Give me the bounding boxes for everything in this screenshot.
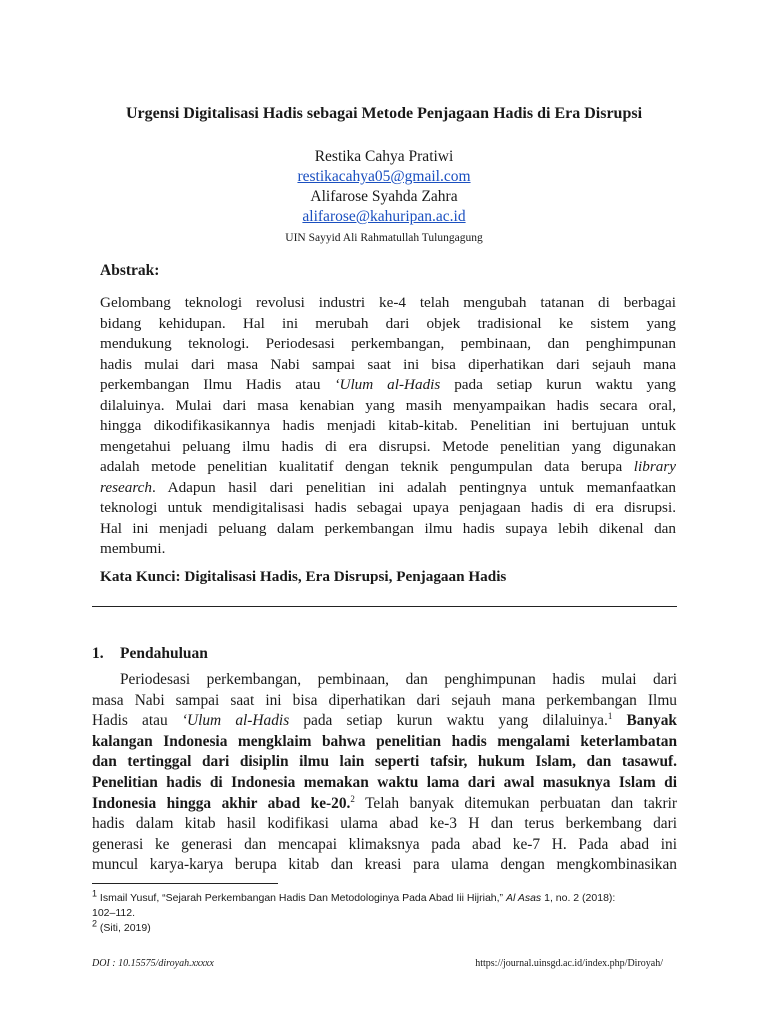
abstract-line: teknologi untuk mendigitalisasi hadis sebagai upaya penjagaan hadis di era disrupsi. (100, 499, 676, 516)
intro-text: pada setiap kurun waktu yang dilaluinya. (289, 712, 608, 730)
footnote-1-continued: 102–112. (92, 907, 136, 919)
section-number: 1. (92, 645, 104, 662)
footnote-1 (92, 888, 677, 906)
intro-bold-text: Banyak (612, 712, 677, 730)
paper-title: Urgensi Digitalisasi Hadis sebagai Metode Penjagaan Hadis di Era Disrupsi (125, 105, 643, 122)
abstract-line: mengetahui peluang ilmu hadis di era disrupsi. Metode penelitian yang digunakan (100, 437, 676, 455)
abstract-italic-term: ‘Ulum al-Hadis (334, 376, 441, 393)
intro-line: masa Nabi sampai saat ini bisa diperhatikan dari sejauh mana perkembangan Ilmu (92, 691, 677, 709)
footnote-journal: Al Asas (505, 892, 542, 904)
abstract-line (100, 375, 676, 396)
footnote-number: 2 (92, 918, 98, 929)
keywords-label: Kata Kunci: (100, 568, 181, 585)
footnote-text: 1, no. 2 (2018): (541, 892, 616, 904)
footnote-divider (92, 883, 278, 884)
abstract-text: pada setiap kurun waktu yang (440, 376, 677, 393)
abstract-line: Gelombang teknologi revolusi industri ke-4 telah mengubah tatanan di berbagai (100, 294, 676, 311)
doi-footer: DOI : 10.15575/diroyah.xxxxx (92, 958, 214, 969)
footnotes (92, 888, 677, 936)
author-email-2-line (0, 208, 768, 226)
abstract-text: adalah metode penelitian kualitatif dengan teknik pengumpulan data berupa (100, 458, 634, 475)
abstract-text: . Adapun hasil dari penelitian ini adalah pentingnya untuk memanfaatkan (152, 478, 676, 496)
footnote-2 (92, 918, 677, 936)
intro-line: hadis dalam kitab hasil kodifikasi ulama abad ke-3 H dan terus berkembang dari (92, 815, 677, 833)
intro-line (92, 794, 677, 815)
introduction-body (92, 670, 677, 876)
section-title: Pendahuluan (120, 645, 208, 662)
footnote-ref-1[interactable]: 1 (607, 711, 613, 722)
abstract-line: Hal ini menjadi peluang dalam perkembangan ilmu hadis supaya lebih dikenal dan (100, 519, 676, 537)
author-email-1[interactable]: restikacahya05@gmail.com (297, 168, 471, 185)
abstract-line: mendukung teknologi. Periodesasi perkembangan, pembinaan, dan penghimpunan (100, 335, 676, 352)
intro-bold-text: Indonesia hingga akhir abad ke-20. (92, 794, 351, 812)
abstract-heading: Abstrak: (100, 262, 160, 279)
abstract-line: dilaluinya. Mulai dari masa kenabian yang masih menyampaikan hadis secara oral, (100, 396, 676, 414)
author-name-2: Alifarose Syahda Zahra (310, 188, 458, 205)
journal-url-footer[interactable]: https://journal.uinsgd.ac.id/index.php/Diroyah/ (475, 958, 663, 969)
abstract-italic-term: library (633, 458, 676, 475)
author-email-2[interactable]: alifarose@kahuripan.ac.id (302, 208, 466, 225)
abstract-line: membumi. (100, 540, 166, 557)
section-heading (92, 645, 208, 663)
intro-line: generasi ke generasi dan mencapai klimaksnya pada abad ke-7 H. Pada abad ini (92, 835, 677, 853)
intro-line: Periodesasi perkembangan, pembinaan, dan penghimpunan hadis mulai dari (120, 671, 677, 688)
intro-line: muncul karya-karya berupa kitab dan kreasi para ulama dengan mengkombinasikan (92, 856, 677, 874)
author-email-1-line (0, 168, 768, 186)
affiliation: UIN Sayyid Ali Rahmatullah Tulungagung (285, 232, 483, 244)
intro-italic-term: ‘Ulum al-Hadis (181, 712, 290, 730)
abstract-line: hingga dikodifikasikannya hadis menjadi kitab-kitab. Penelitian ini bertujuan untuk (100, 417, 676, 434)
abstract-text: perkembangan Ilmu Hadis atau (100, 376, 335, 393)
intro-line (92, 711, 677, 732)
abstract-line (100, 457, 676, 478)
abstract-line: hadis mulai dari masa Nabi sampai saat ini bisa diperhatikan dari sejauh mana (100, 355, 676, 373)
footnote-ref-2[interactable]: 2 (350, 793, 355, 804)
section-divider (92, 606, 677, 607)
intro-text: Hadis atau (92, 712, 182, 730)
author-name-1: Restika Cahya Pratiwi (314, 148, 454, 165)
keywords (100, 568, 506, 586)
intro-line: Penelitian hadis di Indonesia memakan waktu lama dari awal masuknya Islam di (92, 773, 677, 791)
footnote-text: (Siti, 2019) (97, 922, 151, 934)
footnote-text: Ismail Yusuf, “Sejarah Perkembangan Hadis Dan Metodologinya Pada Abad Iii Hijriah,” (97, 892, 506, 904)
intro-line: dan tertinggal dari disiplin ilmu lain seperti tafsir, hukum Islam, dan tasawuf. (92, 753, 677, 771)
footnote-number: 1 (92, 888, 98, 899)
keywords-values: Digitalisasi Hadis, Era Disrupsi, Penjagaan Hadis (184, 568, 507, 585)
abstract-italic-term: research (100, 478, 153, 496)
abstract-line: bidang kehidupan. Hal ini merubah dari objek tradisional ke sistem yang (100, 314, 676, 332)
intro-line: kalangan Indonesia mengklaim bahwa penelitian hadis mengalami keterlambatan (92, 732, 677, 750)
intro-text: Telah banyak ditemukan perbuatan dan takrir (354, 794, 678, 812)
abstract-line (100, 478, 676, 499)
abstract-body (100, 293, 676, 560)
